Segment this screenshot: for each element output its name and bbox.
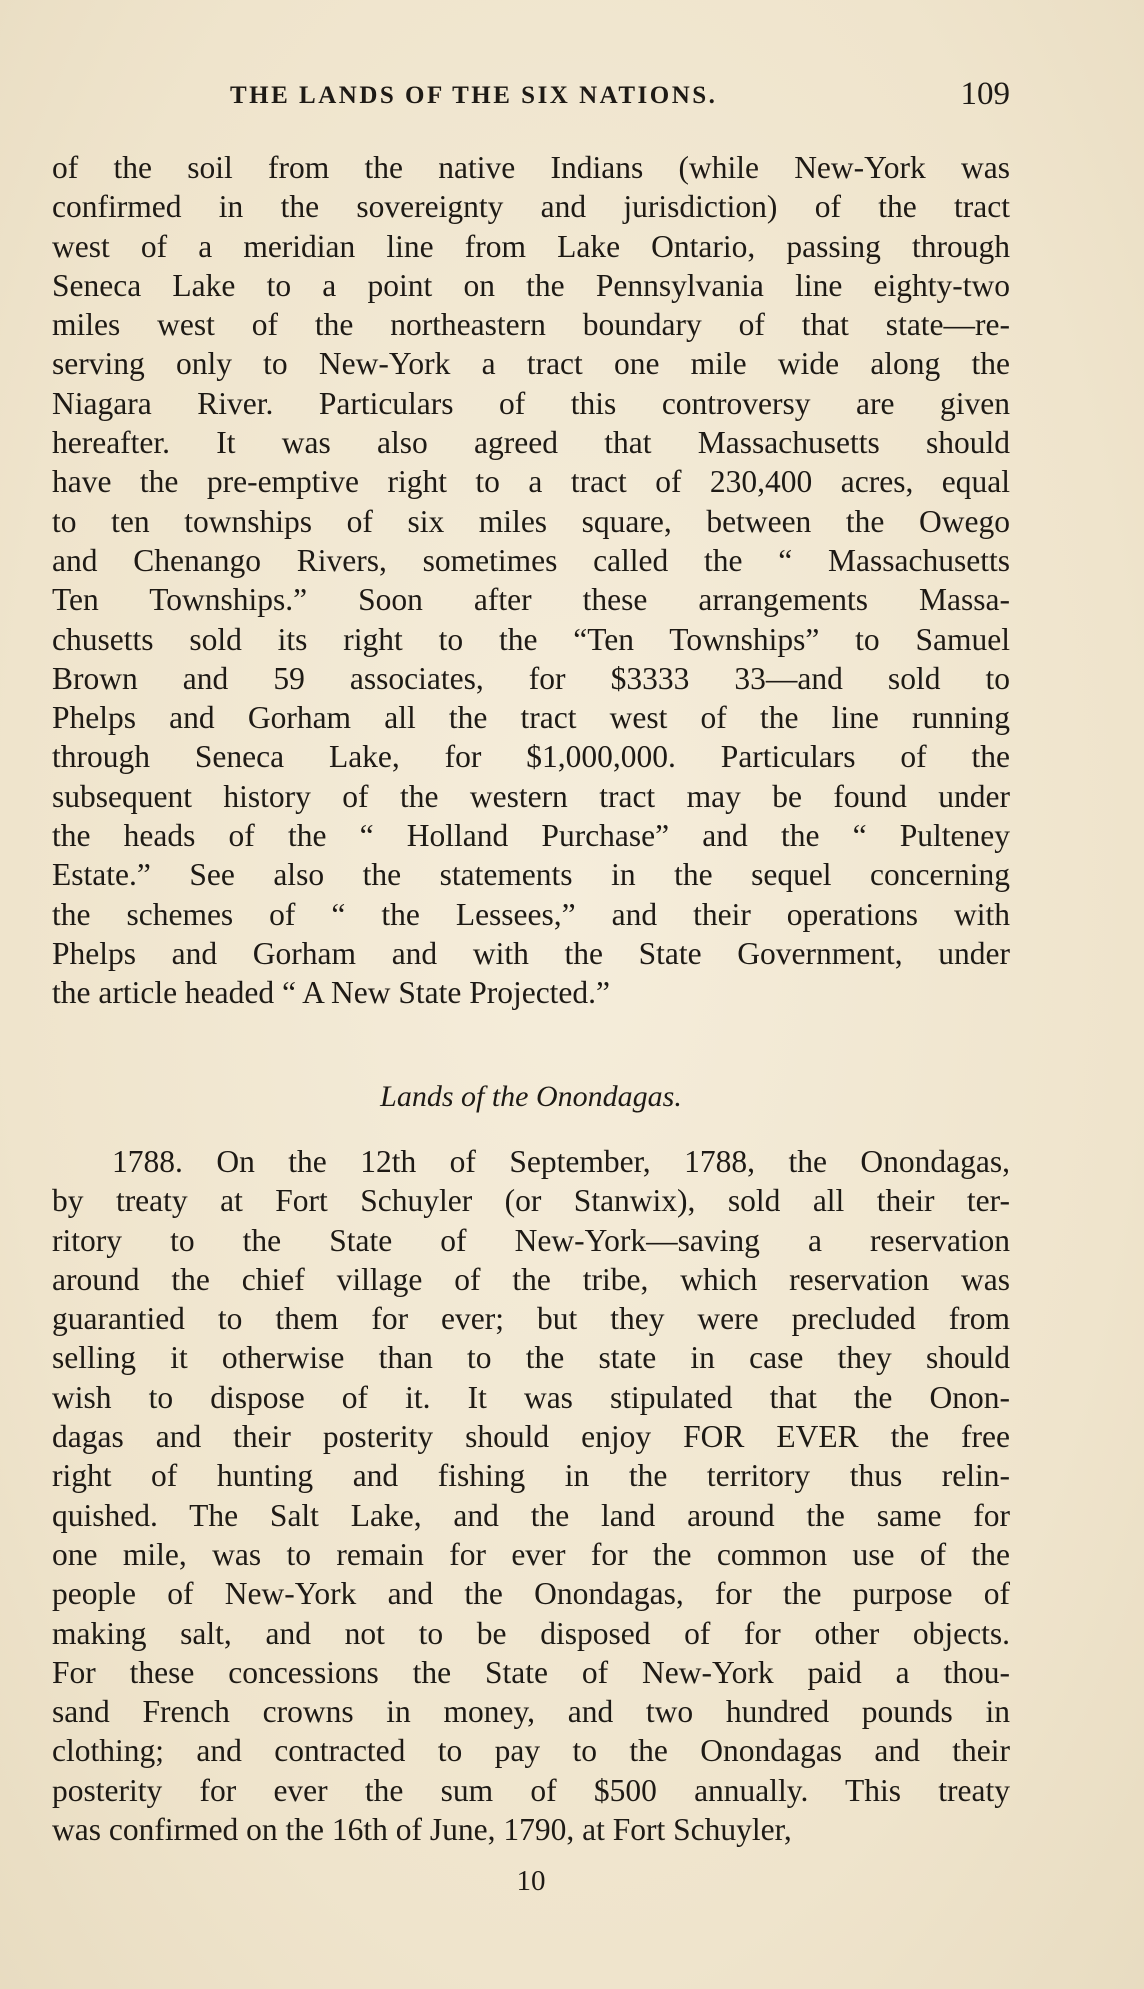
text-line: the article headed “ A New State Projected.” xyxy=(52,975,611,1011)
text-line: Brown and 59 associates, for $3333 33—and sold to xyxy=(52,660,1010,696)
text-line: by treaty at Fort Schuyler (or Stanwix), sold all their ter- xyxy=(52,1183,1010,1219)
page-header xyxy=(52,78,1010,118)
text-line: one mile, was to remain for ever for the common use of the xyxy=(52,1536,1010,1572)
text-line: making salt, and not to be disposed of for other objects. xyxy=(52,1615,1010,1651)
text-line: confirmed in the sovereignty and jurisdiction) of the tract xyxy=(52,189,1010,225)
text-line: miles west of the northeastern boundary of that state—re- xyxy=(52,307,1010,343)
text-line: serving only to New-York a tract one mile wide along the xyxy=(52,346,1010,382)
text-line: around the chief village of the tribe, which reservation was xyxy=(52,1261,1010,1297)
text-line: selling it otherwise than to the state in case they should xyxy=(52,1340,1010,1376)
text-line: Niagara River. Particulars of this controversy are given xyxy=(52,385,1010,421)
text-line: Ten Townships.” Soon after these arrangements Massa- xyxy=(52,582,1010,618)
text-line: subsequent history of the western tract may be found under xyxy=(52,778,1010,814)
text-line: dagas and their posterity should enjoy FOR EVER the free xyxy=(52,1419,1010,1455)
text-line: 1788. On the 12th of September, 1788, the Onondagas, xyxy=(112,1144,1010,1179)
signature-mark: 10 xyxy=(516,1865,546,1897)
text-line: the heads of the “ Holland Purchase” and the “ Pulteney xyxy=(52,818,1010,854)
text-line: west of a meridian line from Lake Ontario, passing through xyxy=(52,228,1010,264)
text-line: right of hunting and fishing in the territory thus relin- xyxy=(52,1458,1010,1494)
text-line: the schemes of “ the Lessees,” and their operations with xyxy=(52,896,1010,932)
text-line: posterity for ever the sum of $500 annually. This treaty xyxy=(52,1772,1010,1808)
running-title: THE LANDS OF THE SIX NATIONS. xyxy=(230,82,718,109)
paragraph-continuation xyxy=(52,148,1010,1013)
page-number: 109 xyxy=(960,76,1010,112)
text-line: people of New-York and the Onondagas, for the purpose of xyxy=(52,1576,1010,1612)
text-line: of the soil from the native Indians (while New-York was xyxy=(52,150,1010,185)
text-line: clothing; and contracted to pay to the Onondagas and their xyxy=(52,1733,1010,1769)
text-line: sand French crowns in money, and two hundred pounds in xyxy=(52,1694,1010,1730)
text-line: ritory to the State of New-York—saving a reservation xyxy=(52,1222,1010,1258)
text-line: through Seneca Lake, for $1,000,000. Particulars of the xyxy=(52,739,1010,775)
text-line: Phelps and Gorham all the tract west of the line running xyxy=(52,700,1010,736)
text-line: hereafter. It was also agreed that Massachusetts should xyxy=(52,425,1010,461)
text-line: to ten townships of six miles square, between the Owego xyxy=(52,503,1010,539)
text-line: guarantied to them for ever; but they were precluded from xyxy=(52,1301,1010,1337)
text-line: was confirmed on the 16th of June, 1790, at Fort Schuyler, xyxy=(52,1812,792,1848)
text-line: have the pre-emptive right to a tract of 230,400 acres, equal xyxy=(52,464,1010,500)
text-line: Phelps and Gorham and with the State Government, under xyxy=(52,935,1010,971)
text-line: and Chenango Rivers, sometimes called the “ Massachusetts xyxy=(52,542,1010,578)
text-line: For these concessions the State of New-York paid a thou- xyxy=(52,1654,1010,1690)
text-line: chusetts sold its right to the “Ten Townships” to Samuel xyxy=(52,621,1010,657)
text-line: quished. The Salt Lake, and the land around the same for xyxy=(52,1497,1010,1533)
section-heading: Lands of the Onondagas. xyxy=(380,1080,682,1113)
text-line: Estate.” See also the statements in the sequel concerning xyxy=(52,857,1010,893)
text-line: wish to dispose of it. It was stipulated that the Onon- xyxy=(52,1379,1010,1415)
paragraph-onondagas xyxy=(52,1142,1010,1849)
text-line: Seneca Lake to a point on the Pennsylvania line eighty-two xyxy=(52,267,1010,303)
